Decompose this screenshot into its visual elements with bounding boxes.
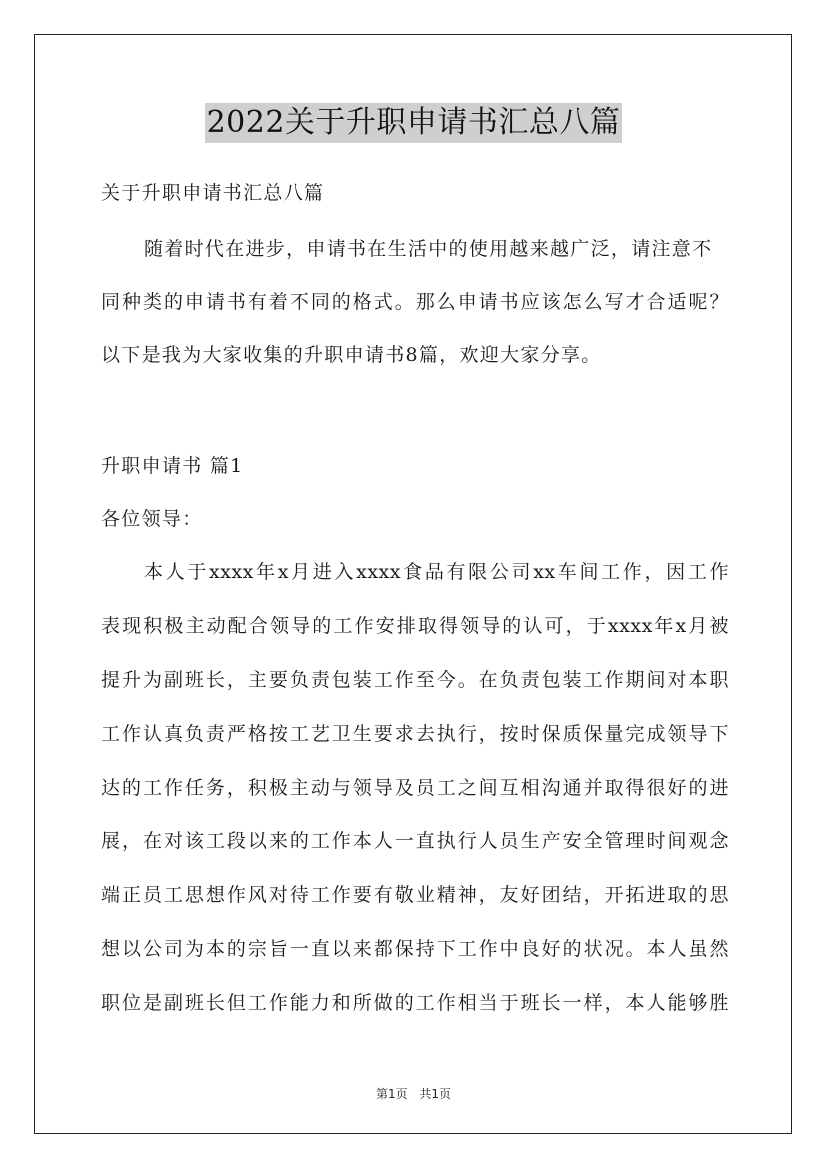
body-line: 表现积极主动配合领导的工作安排取得领导的认可，于xxxx年x月被 [101,615,729,637]
body-line: 端正员工思想作风对待工作要有敬业精神，友好团结，开拓进取的思 [101,884,729,906]
body-line: 展，在对该工段以来的工作本人一直执行人员生产安全管理时间观念 [101,830,729,852]
page-total: 共1页 [419,1087,452,1101]
section-heading: 升职申请书 篇1 [101,455,244,477]
body-line: 达的工作任务，积极主动与领导及员工之间互相沟通并取得很好的进 [101,777,729,799]
intro-line: 同种类的申请书有着不同的格式。那么申请书应该怎么写才合适呢？ [101,291,729,313]
page-footer [0,1085,827,1102]
intro-line: 以下是我为大家收集的升职申请书8篇，欢迎大家分享。 [101,344,602,366]
body-line: 工作认真负责严格按工艺卫生要求去执行，按时保质保量完成领导下 [101,723,729,745]
body-line: 提升为副班长，主要负责包装工作至今。在负责包装工作期间对本职 [101,669,729,691]
body-line: 本人于xxxx年x月进入xxxx食品有限公司xx车间工作，因工作 [144,561,729,583]
body-line: 职位是副班长但工作能力和所做的工作相当于班长一样，本人能够胜 [101,992,729,1014]
page-number: 第1页 [375,1087,408,1101]
document-subtitle: 关于升职申请书汇总八篇 [101,182,325,204]
intro-line: 随着时代在进步，申请书在生活中的使用越来越广泛，请注意不 [144,238,713,260]
document-title: 2022关于升职申请书汇总八篇 [205,103,623,143]
body-line: 想以公司为本的宗旨一直以来都保持下工作中良好的状况。本人虽然 [101,938,729,960]
salutation: 各位领导： [101,508,203,530]
title-container [0,103,827,143]
